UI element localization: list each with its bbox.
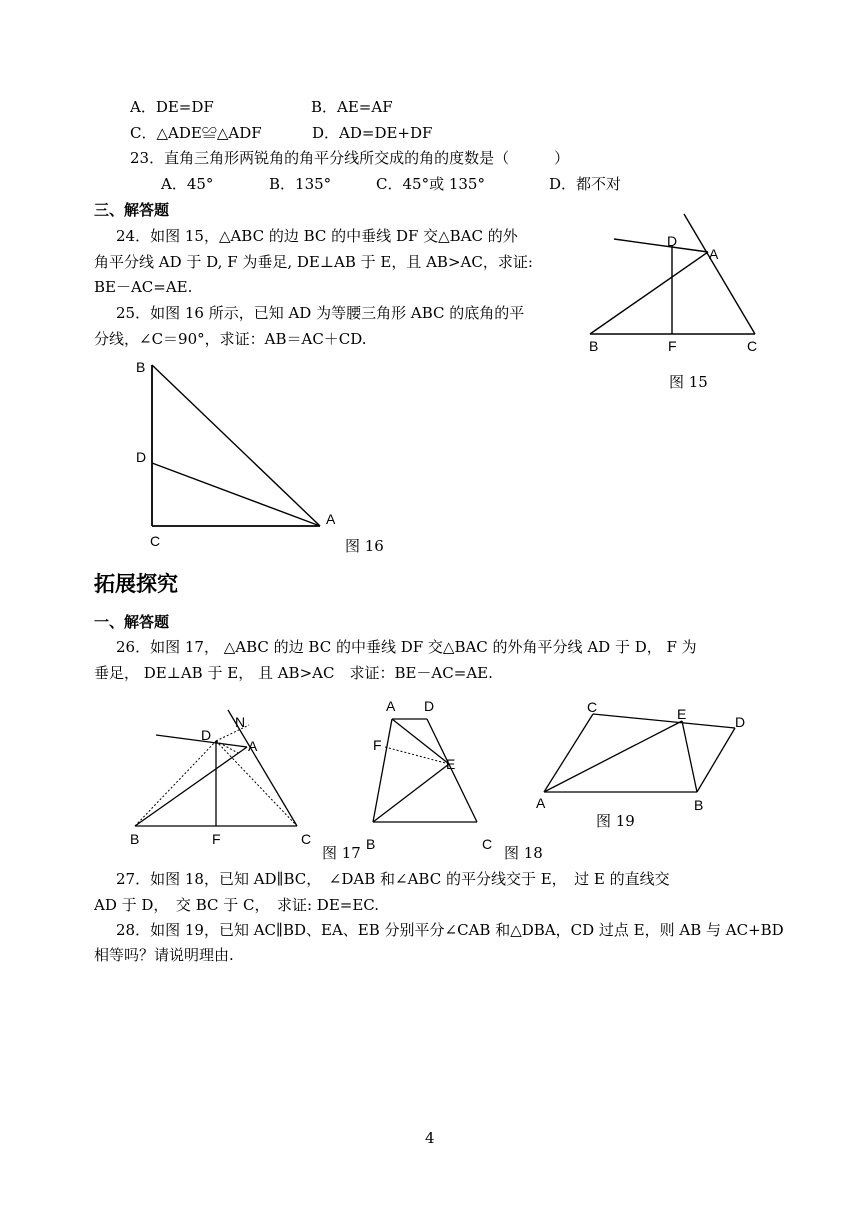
extension-heading: 拓展探究 <box>94 572 178 596</box>
fig17-label-c: C <box>301 831 312 847</box>
fig16-label-d: D <box>136 449 147 465</box>
q28-line1: 28．如图 19，已知 AC∥BD、EA、EB 分别平分∠CAB 和△DBA，CD 过点 E，则 AB 与 AC+BD <box>116 921 784 939</box>
fig15-caption: 图 15 <box>669 373 708 391</box>
figure-18-drawing <box>362 692 552 862</box>
fig19-label-d: D <box>735 714 746 730</box>
q27-line1: 27．如图 18，已知 AD∥BC， ∠DAB 和∠ABC 的平分线交于 E， 过 E 的直线交 <box>116 870 670 888</box>
fig18-label-a: A <box>386 698 396 714</box>
fig19-label-b: B <box>694 797 704 813</box>
q26-line2: 垂足， DE⊥AB 于 E， 且 AB>AC 求证：BE－AC=AE. <box>94 664 493 682</box>
q23-option-d: D．都不对 <box>549 175 622 193</box>
fig15-label-d: D <box>667 233 678 249</box>
fig19-label-e: E <box>677 706 687 722</box>
q23-option-a: A．45° <box>161 175 214 193</box>
q26-line1: 26．如图 17， △ABC 的边 BC 的中垂线 DF 交△BAC 的外角平分线 AD 于 D， F 为 <box>116 638 697 656</box>
q24-line2: 角平分线 AD 于 D, F 为垂足, DE⊥AB 于 E，且 AB>AC，求证: <box>94 253 533 271</box>
figure-17-drawing <box>125 705 375 865</box>
fig15-label-b: B <box>589 338 599 354</box>
fig19-label-c: C <box>587 699 598 715</box>
q24-line1: 24．如图 15，△ABC 的边 BC 的中垂线 DF 交△BAC 的外 <box>116 227 518 245</box>
q22-option-b: B．AE=AF <box>311 98 393 116</box>
fig18-caption: 图 18 <box>504 844 543 862</box>
fig17-label-n: N <box>235 714 246 730</box>
fig16-caption: 图 16 <box>345 537 384 555</box>
figure-16 <box>130 355 400 560</box>
fig18-label-e: E <box>446 756 456 772</box>
fig17-label-f: F <box>212 831 221 847</box>
fig15-label-a: A <box>709 246 719 262</box>
q27-line2: AD 于 D， 交 BC 于 C， 求证: DE=EC. <box>94 896 380 914</box>
fig15-label-c: C <box>747 338 758 354</box>
fig17-label-b: B <box>130 831 140 847</box>
figure-16-drawing <box>130 355 400 560</box>
fig17-label-d: D <box>201 727 212 743</box>
fig18-label-f: F <box>373 737 382 753</box>
q24-line3: BE－AC=AE. <box>94 278 193 296</box>
q28-line2: 相等吗？请说明理由. <box>94 946 234 964</box>
q23-stem: 23．直角三角形两锐角的角平分线所交成的角的度数是（ ） <box>130 149 570 167</box>
figure-19-drawing <box>530 695 760 835</box>
fig16-label-a: A <box>326 511 336 527</box>
q22-option-d: D．AD=DE+DF <box>312 124 433 142</box>
fig18-label-b: B <box>366 836 376 852</box>
fig17-caption: 图 17 <box>322 844 361 862</box>
figure-19 <box>530 695 760 835</box>
q25-line2: 分线，∠C＝90°，求证：AB＝AC＋CD. <box>94 330 367 348</box>
section-heading-answer-2: 一、解答题 <box>94 613 170 631</box>
fig19-label-a: A <box>536 795 546 811</box>
q25-line1: 25．如图 16 所示，已知 AD 为等腰三角形 ABC 的底角的平 <box>116 304 525 322</box>
figure-17 <box>125 705 375 865</box>
section-heading-answer: 三、解答题 <box>94 201 170 219</box>
fig17-label-a: A <box>248 738 258 754</box>
fig16-label-b: B <box>136 359 146 375</box>
q22-option-a: A．DE=DF <box>130 98 214 116</box>
fig16-label-c: C <box>150 533 161 549</box>
fig18-label-c: C <box>482 836 493 852</box>
fig19-caption: 图 19 <box>596 812 635 830</box>
page-number: 4 <box>425 1129 435 1147</box>
figure-18 <box>362 692 552 862</box>
q23-option-c: C．45°或 135° <box>376 175 485 193</box>
figure-15 <box>580 205 770 395</box>
q23-option-b: B．135° <box>269 175 332 193</box>
q22-option-c: C．△ADE≌△ADF <box>130 124 262 142</box>
fig18-label-d: D <box>424 698 435 714</box>
fig15-label-f: F <box>668 338 677 354</box>
